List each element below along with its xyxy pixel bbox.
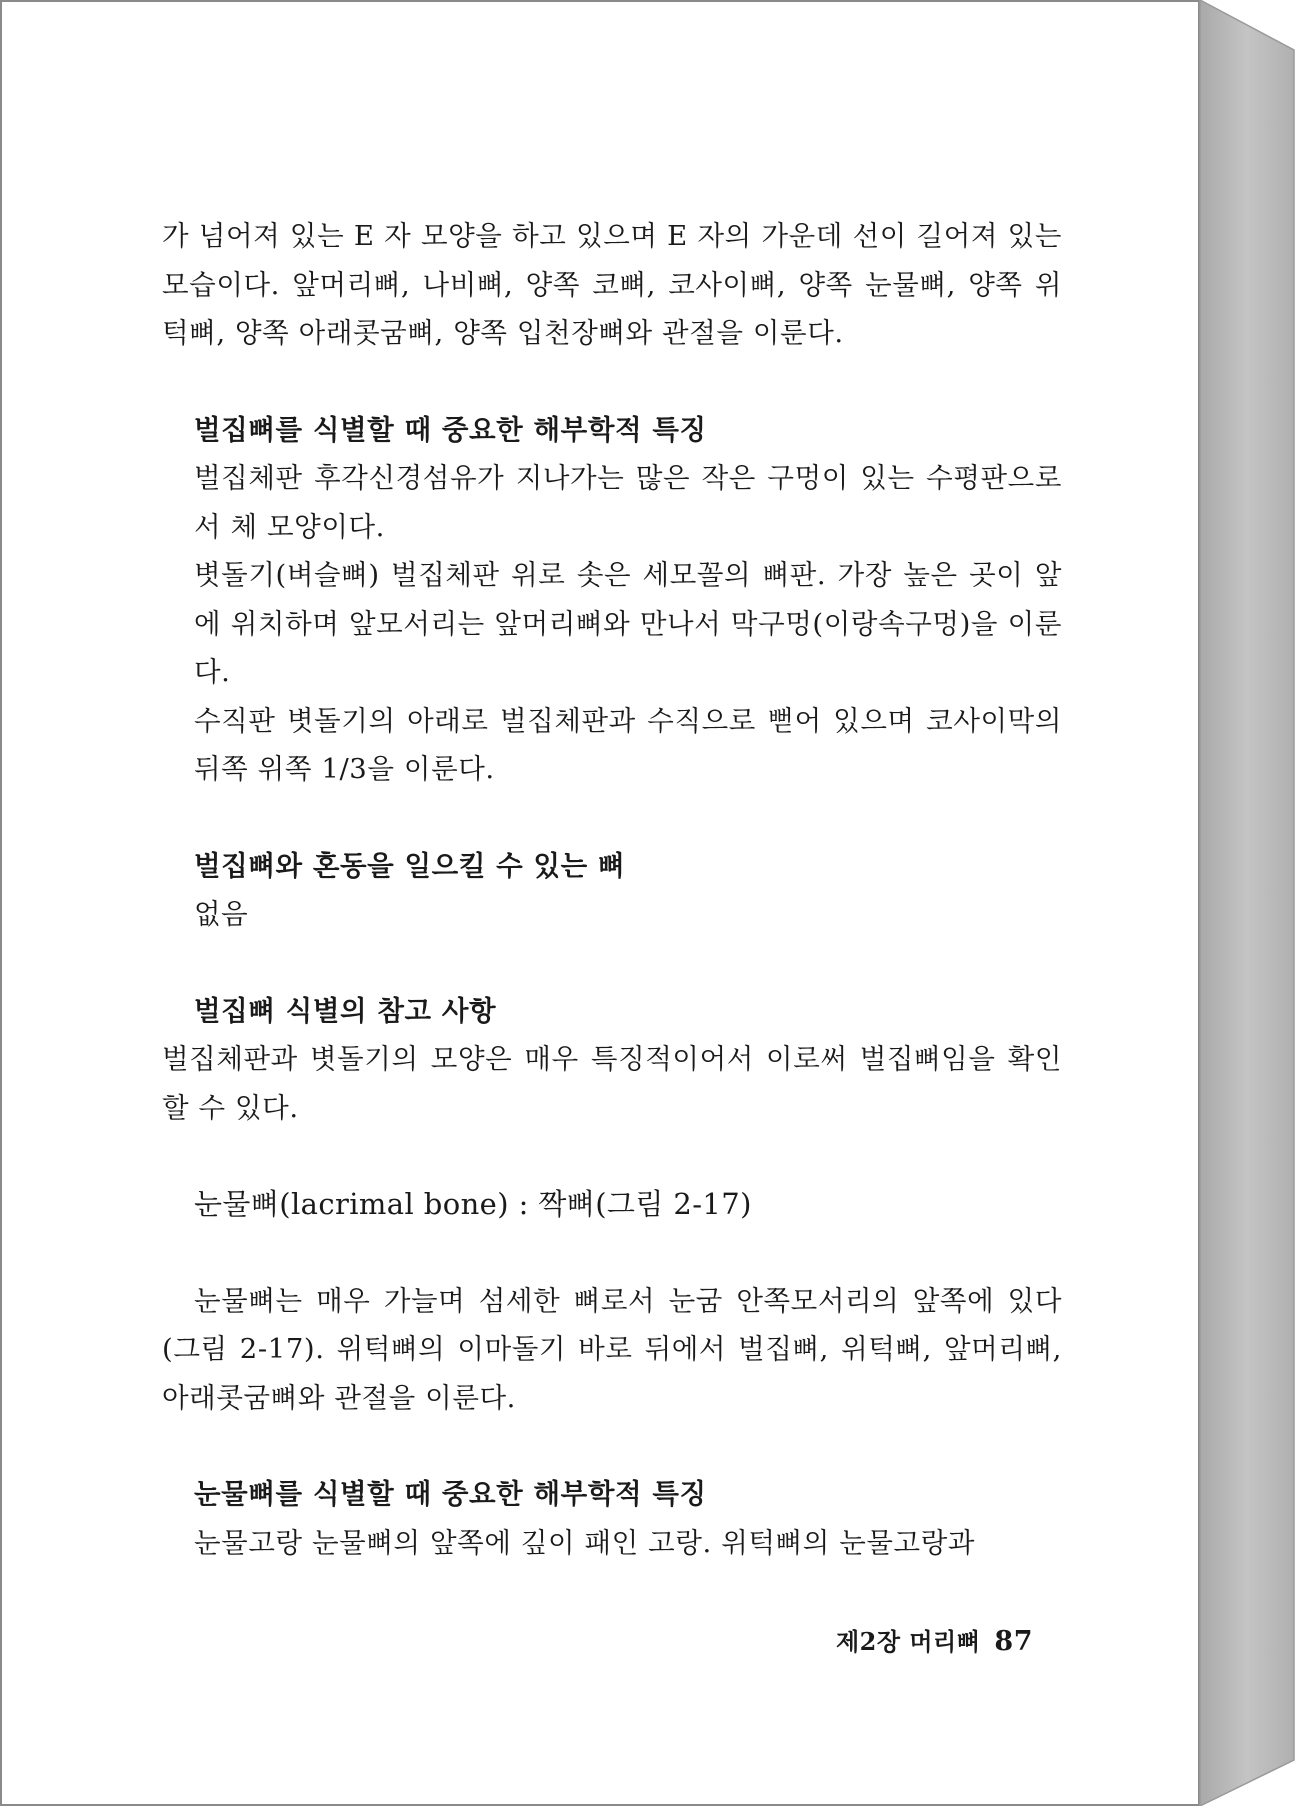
page-body (162, 212, 1062, 1567)
confusion-body: 없음 (194, 898, 249, 930)
ethmoid-feature-cribriform: 벌집체판 후각신경섬유가 지나가는 많은 작은 구멍이 있는 수평판으로서 체 모양이다. (194, 462, 1062, 543)
book-edge-shadow (1194, 0, 1315, 1806)
ethmoid-feature-perpendicular-plate: 수직판 볏돌기의 아래로 벌집체판과 수직으로 뻗어 있으며 코사이막의 뒤쪽 위쪽 1/3을 이룬다. (194, 704, 1062, 785)
page-number: 87 (994, 1626, 1033, 1657)
lacrimal-body: 눈물뼈는 매우 가늘며 섬세한 뼈로서 눈굼 안쪽모서리의 앞쪽에 있다(그림 2-17). 위턱뼈의 이마돌기 바로 뒤에서 벌집뼈, 위턱뼈, 앞머리뼈, 아래콧굼뼈와 관절을 이룬다. (162, 1284, 1062, 1414)
chapter-label: 제2장 머리뼈 (835, 1627, 981, 1656)
ethmoid-features-heading: 벌집뼈를 식별할 때 중요한 해부학적 특징 (194, 413, 707, 446)
reference-body: 벌집체판과 볏돌기의 모양은 매우 특징적이어서 이로써 벌집뼈임을 확인할 수 있다. (162, 1043, 1062, 1124)
reference-heading: 벌집뼈 식별의 참고 사항 (194, 994, 497, 1027)
intro-paragraph: 가 넘어져 있는 E 자 모양을 하고 있으며 E 자의 가운데 선이 길어져 있는 모습이다. 앞머리뼈, 나비뼈, 양쪽 코뼈, 코사이뼈, 양쪽 눈물뼈, 양쪽 위턱뼈, 양쪽 아래콧굼뼈, 양쪽 입천장뼈와 관절을 이룬다. (162, 220, 1062, 349)
lacrimal-feature-groove: 눈물고랑 눈물뼈의 앞쪽에 깊이 패인 고랑. 위턱뼈의 눈물고랑과 (194, 1526, 976, 1559)
lacrimal-features-heading: 눈물뼈를 식별할 때 중요한 해부학적 특징 (194, 1478, 707, 1510)
confusion-heading: 벌집뼈와 혼동을 일으킬 수 있는 뼈 (194, 849, 626, 882)
lacrimal-section-title: 눈물뼈(lacrimal bone) : 짝뼈(그림 2-17) (194, 1187, 752, 1221)
page-footer (836, 1622, 1033, 1657)
ethmoid-feature-crista-galli: 볏돌기(벼슬뼈) 벌집체판 위로 솟은 세모꼴의 뼈판. 가장 높은 곳이 앞에 위치하며 앞모서리는 앞머리뼈와 만나서 막구멍(이랑속구멍)을 이룬다. (194, 559, 1062, 688)
